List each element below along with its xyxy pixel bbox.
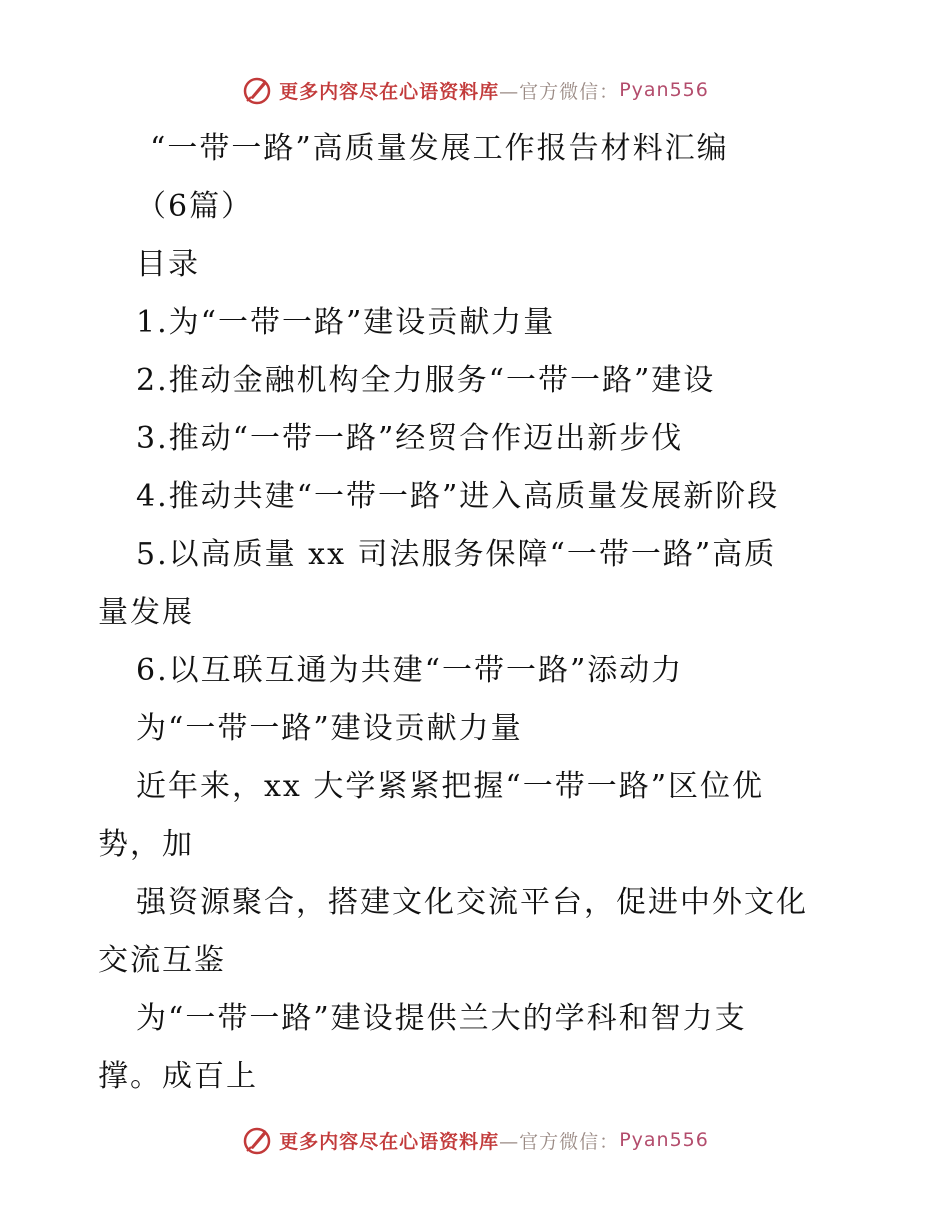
banner-brand-text: 更多内容尽在心语资料库 [279, 1130, 500, 1153]
footer-watermark-banner [0, 1120, 950, 1160]
toc-item-6: 6.以互联互通为共建“一带一路”添动力 [136, 653, 684, 688]
document-subtitle: （6篇） [136, 189, 254, 224]
document-title: “一带一路”高质量发展工作报告材料汇编 [150, 131, 729, 166]
body-line-4: 交流互鉴 [98, 943, 226, 978]
banner-official-text: —官方微信： [499, 1130, 620, 1153]
header-watermark-banner [0, 70, 950, 110]
toc-item-2: 2.推动金融机构全力服务“一带一路”建设 [136, 363, 716, 398]
body-line-2: 势，加 [98, 827, 194, 862]
quill-pen-logo-icon [241, 74, 273, 106]
toc-item-5: 5.以高质量 xx 司法服务保障“一带一路”高质 [136, 537, 777, 572]
document-body [98, 120, 858, 1106]
banner-account-text: Pyan556 [619, 79, 709, 101]
toc-heading: 目录 [136, 247, 200, 282]
section-title: 为“一带一路”建设贡献力量 [136, 711, 523, 746]
quill-pen-logo-icon [241, 1124, 273, 1156]
body-line-5: 为“一带一路”建设提供兰大的学科和智力支 [136, 1001, 747, 1036]
banner-brand-text: 更多内容尽在心语资料库 [279, 80, 500, 103]
toc-item-5-continued: 量发展 [98, 595, 194, 630]
toc-item-1: 1.为“一带一路”建设贡献力量 [136, 305, 556, 340]
toc-item-4: 4.推动共建“一带一路”进入高质量发展新阶段 [136, 479, 780, 514]
toc-item-3: 3.推动“一带一路”经贸合作迈出新步伐 [136, 421, 684, 456]
body-line-3: 强资源聚合，搭建文化交流平台，促进中外文化 [136, 885, 808, 920]
body-line-6: 撑。成百上 [98, 1059, 258, 1094]
banner-official-text: —官方微信： [499, 80, 620, 103]
banner-account-text: Pyan556 [619, 1129, 709, 1151]
body-line-1: 近年来，xx 大学紧紧把握“一带一路”区位优 [136, 769, 765, 804]
